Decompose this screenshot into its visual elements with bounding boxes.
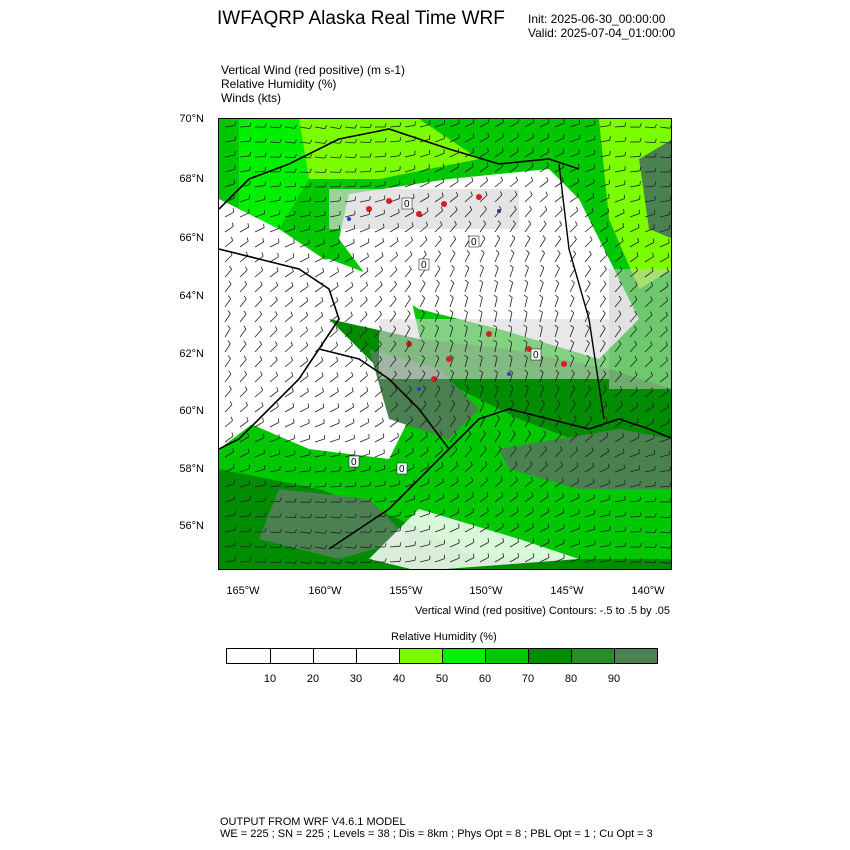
lat-label-68n: 68°N: [179, 173, 204, 185]
contour-label: 0: [404, 199, 410, 210]
lon-label-140w: 140°W: [631, 585, 665, 597]
map-svg: [219, 119, 672, 570]
lat-label-64n: 64°N: [179, 290, 204, 302]
colorbar-box: [227, 649, 270, 663]
colorbar: [226, 648, 658, 664]
colorbar-box: [614, 649, 657, 663]
valid-time: Valid: 2025-07-04_01:00:00: [528, 26, 676, 40]
footer-model: OUTPUT FROM WRF V4.6.1 MODEL: [220, 816, 406, 828]
lat-label-62n: 62°N: [179, 348, 204, 360]
colorbar-box: [571, 649, 614, 663]
colorbar-box: [485, 649, 528, 663]
vertical-wind-band-brooks: [329, 189, 519, 229]
contour-label: 0: [471, 237, 477, 248]
field-relative-humidity: Relative Humidity (%): [221, 77, 337, 91]
colorbar-box: [528, 649, 571, 663]
init-time: Init: 2025-06-30_00:00:00: [528, 12, 666, 26]
colorbar-title: Relative Humidity (%): [391, 631, 497, 643]
colorbar-tick-label: 50: [435, 673, 449, 685]
colorbar-tick-label: 20: [306, 673, 320, 685]
lat-label-58n: 58°N: [179, 463, 204, 475]
footer-config: WE = 225 ; SN = 225 ; Levels = 38 ; Dis = 8km ; Phys Opt = 8 ; PBL Opt = 1 ; Cu Opt = 3: [220, 828, 653, 840]
lat-label-60n: 60°N: [179, 405, 204, 417]
contour-label: 0: [351, 457, 357, 468]
colorbar-tick-label: 60: [478, 673, 492, 685]
lon-label-155w: 155°W: [389, 585, 423, 597]
lon-label-165w: 165°W: [226, 585, 260, 597]
plot-title: IWFAQRP Alaska Real Time WRF: [217, 8, 505, 29]
lon-label-160w: 160°W: [308, 585, 342, 597]
colorbar-box: [399, 649, 442, 663]
colorbar-box: [270, 649, 313, 663]
colorbar-tick-label: 10: [263, 673, 277, 685]
lon-label-150w: 150°W: [469, 585, 503, 597]
lon-label-145w: 145°W: [550, 585, 584, 597]
colorbar-tick-label: 80: [564, 673, 578, 685]
colorbar-box: [442, 649, 485, 663]
lat-label-70n: 70°N: [179, 113, 204, 125]
contour-label: 0: [421, 260, 427, 271]
field-winds: Winds (kts): [221, 91, 281, 105]
colorbar-tick-label: 90: [607, 673, 621, 685]
field-vertical-wind: Vertical Wind (red positive) (m s-1): [221, 63, 406, 77]
contour-note: Vertical Wind (red positive) Contours: -.5 to .5 by .05: [415, 605, 670, 617]
colorbar-tick-label: 70: [521, 673, 535, 685]
colorbar-box: [313, 649, 356, 663]
contour-label: 0: [533, 350, 539, 361]
colorbar-tick-label: 40: [392, 673, 406, 685]
lat-label-56n: 56°N: [179, 520, 204, 532]
vertical-wind-band-yukon: [609, 269, 672, 389]
contour-label: 0: [399, 464, 405, 475]
colorbar-tick-label: 30: [349, 673, 363, 685]
lat-label-66n: 66°N: [179, 232, 204, 244]
colorbar-box: [356, 649, 399, 663]
map-panel: [218, 118, 672, 570]
